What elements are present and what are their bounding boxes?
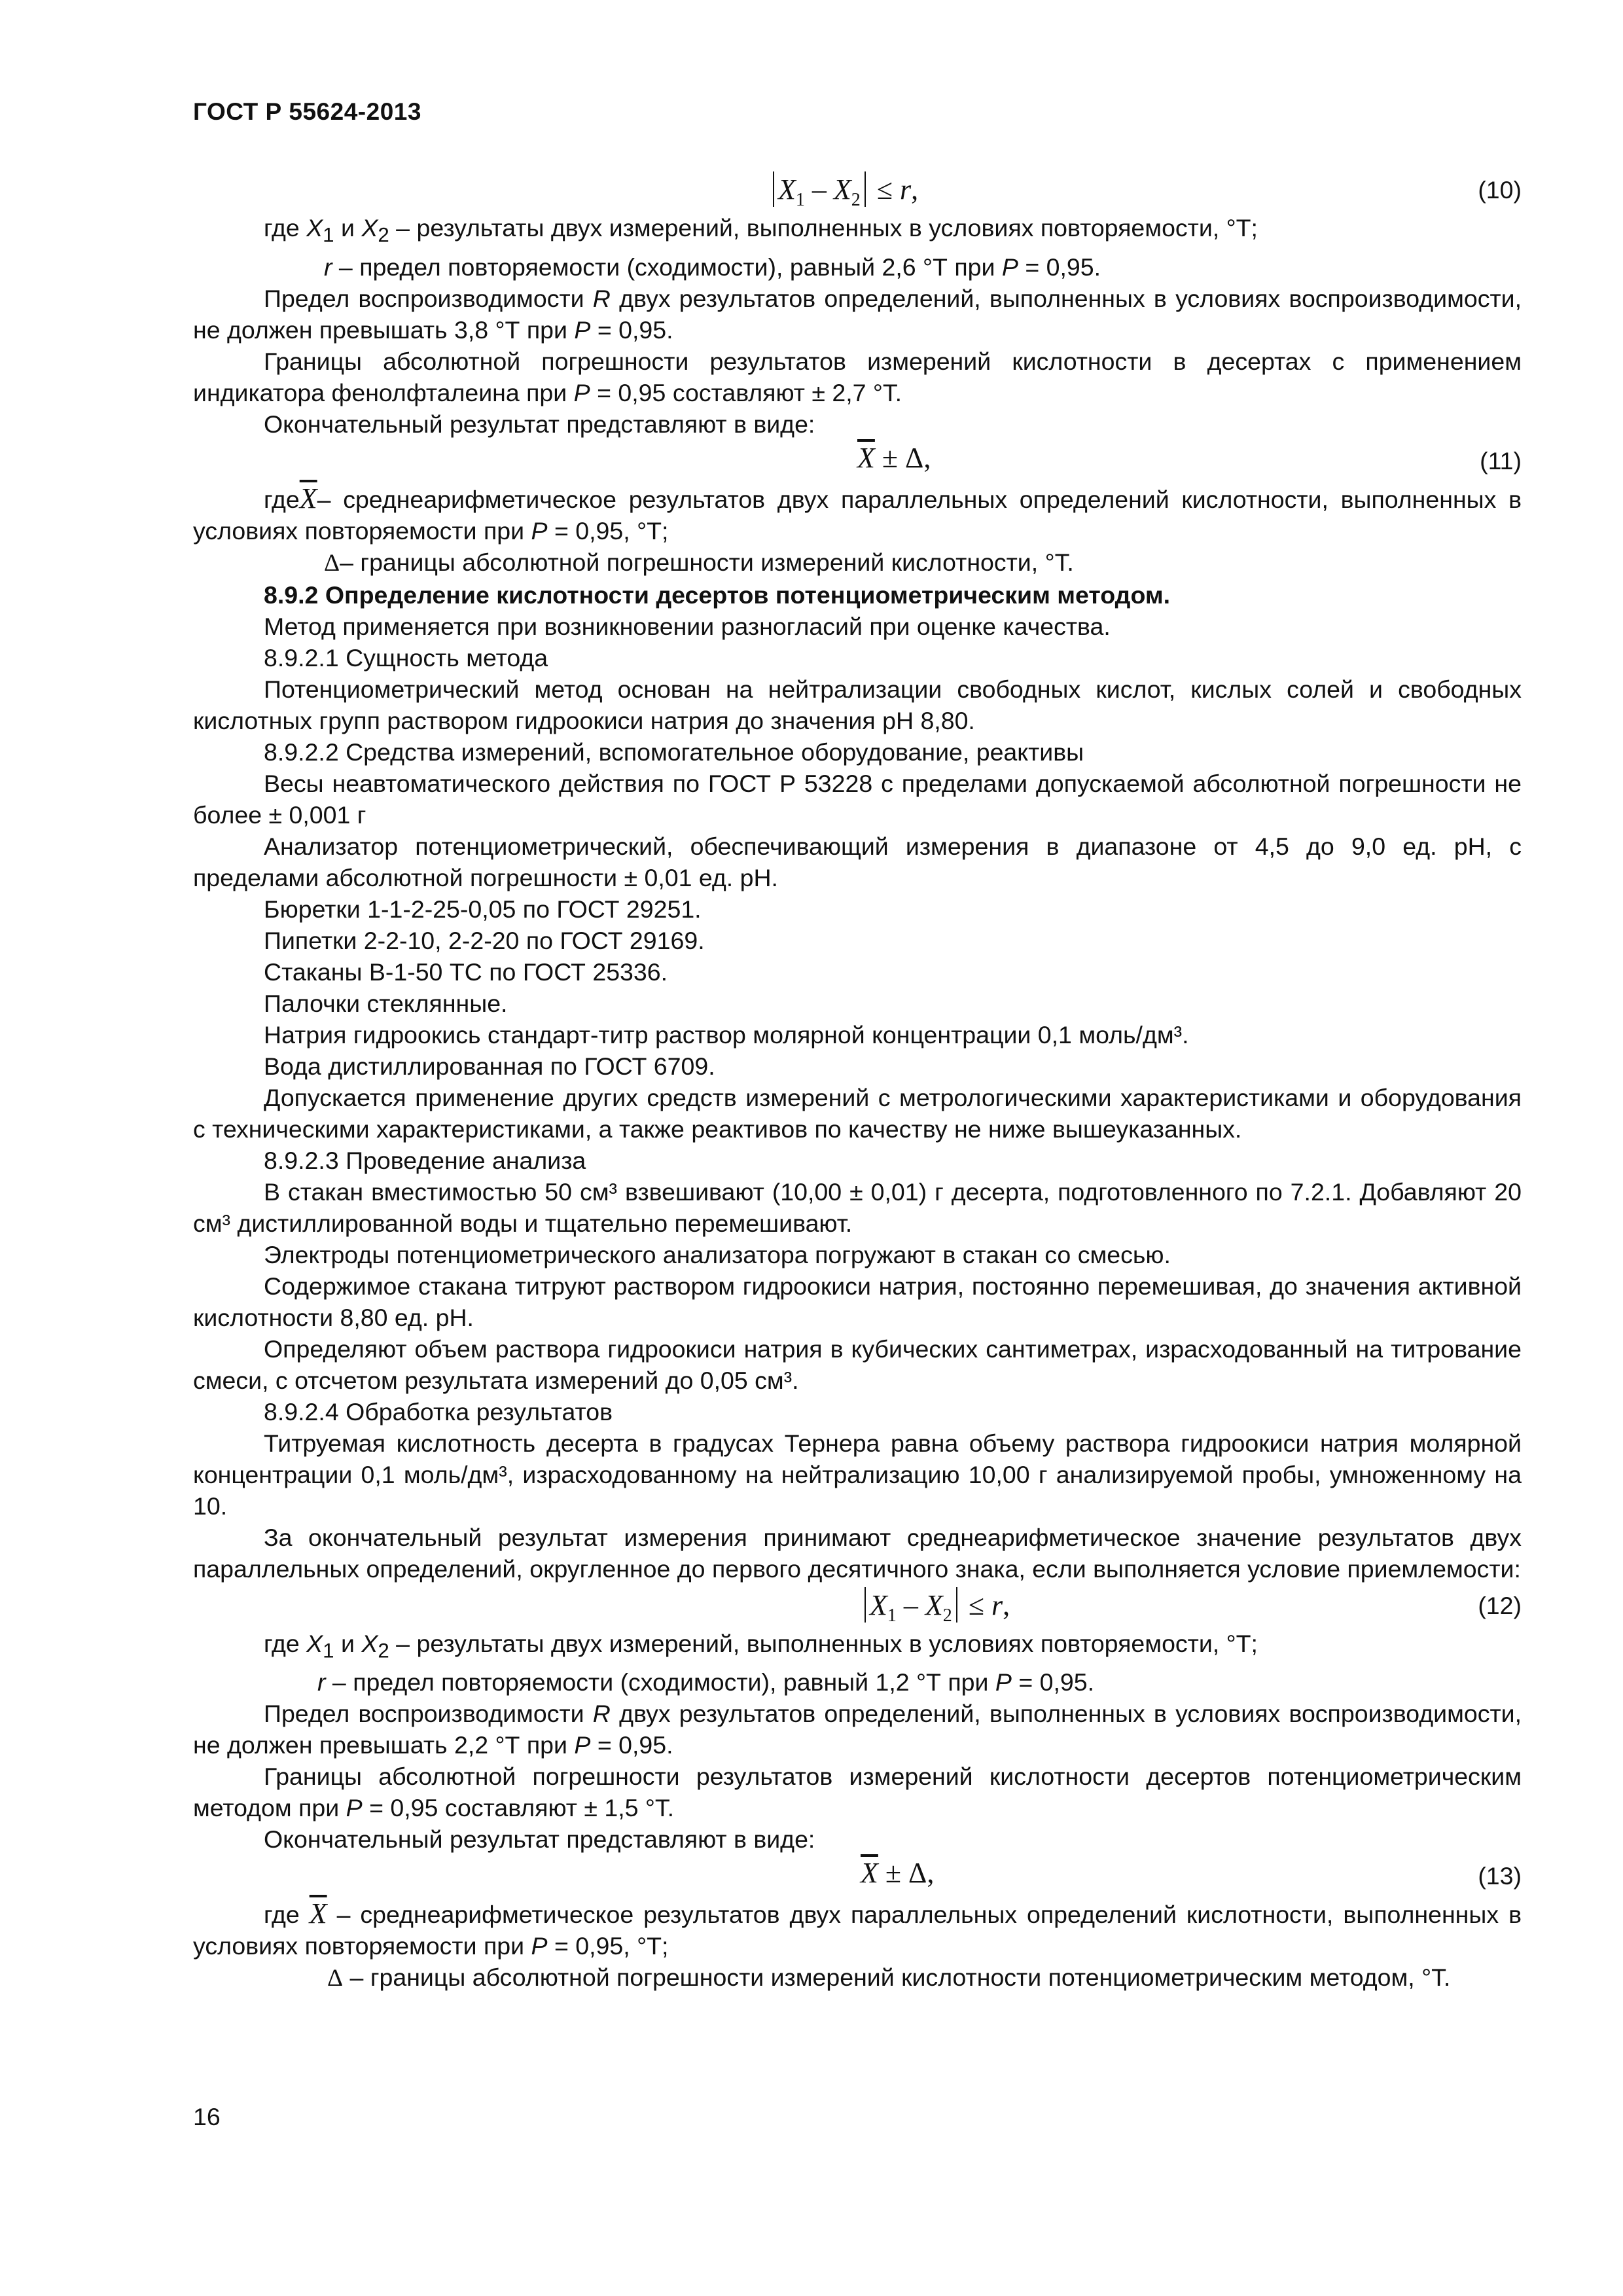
paragraph: Определяют объем раствора гидроокиси натрия в кубических сантиметрах, израсходованный на титрование смеси, с отсчетом результата измерений до 0,05 см³. [193,1335,1522,1394]
subsection-heading: 8.9.2.1 Сущность метода [264,643,548,672]
formula-10-expression: $X_1 - X_2 \le r$, [769,171,918,216]
formula-11-expression: $\overline{X} \pm \Delta$, [857,441,931,474]
text-line: r – предел повторяемости (сходимости), равный 1,2 °Т при P = 0,95. [317,1668,1095,1696]
subsection-heading: 8.9.2.3 Проведение анализа [264,1146,586,1174]
paragraph: Содержимое стакана титруют раствором гидроокиси натрия, постоянно перемешивая, до значения активной кислотности 8,80 ед. pH. [193,1272,1522,1331]
formula-12 [193,1585,1522,1628]
paragraph: Границы абсолютной погрешности результатов измерений кислотности в десертах с применением индикатора фенолфталеина при P = 0,95 составляют ± 2,7 °Т. [193,347,1522,406]
formula-13-expression: $\overline{X} \pm \Delta$, [861,1857,935,1889]
paragraph: Границы абсолютной погрешности результатов измерений кислотности десертов потенциометрическим методом при P = 0,95 составляют ± 1,5 °Т. [193,1763,1522,1821]
formula-13-number: (13) [1478,1862,1522,1890]
subsection-heading: 8.9.2.2 Средства измерений, вспомогательное оборудование, реактивы [264,738,1084,766]
text-line: Метод применяется при возникновении разногласий при оценке качества. [264,612,1111,640]
formula-11 [193,440,1522,483]
list-item: Натрия гидроокись стандарт-титр раствор молярной концентрации 0,1 моль/дм³. [264,1020,1189,1049]
page-number: 16 [193,2103,221,2130]
page-content [193,169,1522,1994]
formula-11-number: (11) [1480,446,1522,475]
paragraph: Δ – границы абсолютной погрешности измерений кислотности потенциометрическим методом, °Т. [327,1964,1451,1992]
text-line: Электроды потенциометрического анализатора погружают в стакан со смесью. [264,1240,1171,1268]
paragraph: В стакан вместимостью 50 см³ взвешивают (10,00 ± 0,01) г десерта, подготовленного по 7.2.1. Добавляют 20 см³ дистиллированной воды и тщательно перемешивают. [193,1177,1522,1237]
formula-13 [193,1855,1522,1898]
text-line: r – предел повторяемости (сходимости), равный 2,6 °Т при P = 0,95. [324,253,1101,281]
text-line: Окончательный результат представляют в виде: [264,1825,815,1853]
paragraph: где $\overline{X}$ – среднеарифметическое результатов двух параллельных определений кислотности, выполненных в условиях повторяемости при P = 0,95, °Т; [193,1897,1522,1960]
standard-header: ГОСТ Р 55624-2013 [193,98,421,125]
list-item: Палочки стеклянные. [264,989,508,1017]
formula-12-expression: $X_1 - X_2 \le r$, [861,1587,1010,1632]
list-item: Бюретки 1-1-2-25-0,05 по ГОСТ 29251. [264,895,702,923]
paragraph: Предел воспроизводимости R двух результатов определений, выполненных в условиях воспроизводимости, не должен превышать 3,8 °Т при P = 0,95. [193,284,1522,344]
paragraph: Анализатор потенциометрический, обеспечивающий измерения в диапазоне от 4,5 до 9,0 ед. pH, с пределами абсолютной погрешности ± 0,01 ед. pH. [193,832,1522,891]
paragraph: Допускается применение других средств измерений с метрологическими характеристиками и оборудования с техническими характеристиками, а также реактивов по качеству не ниже вышеуказанных. [193,1083,1522,1143]
text-line: Окончательный результат представляют в виде: [264,410,815,438]
formula-10-number: (10) [1478,176,1522,204]
paragraph: Потенциометрический метод основан на нейтрализации свободных кислот, кислых солей и свободных кислотных групп раствором гидроокиси натрия до значения pH 8,80. [193,675,1522,734]
formula-10 [193,169,1522,212]
subsection-heading: 8.9.2.4 Обработка результатов [264,1397,613,1426]
paragraph: Предел воспроизводимости R двух результатов определений, выполненных в условиях воспроизводимости, не должен превышать 2,2 °Т при P = 0,95. [193,1700,1522,1759]
list-item: Стаканы В-1-50 ТС по ГОСТ 25336. [264,958,668,986]
section-heading: 8.9.2 Определение кислотности десертов потенциометрическим методом. [264,581,1171,609]
text-line: где $X_1$ и $X_2$ – результаты двух измерений, выполненных в условиях повторяемости, °Т; [264,1629,1258,1662]
text-line: Δ– границы абсолютной погрешности измерений кислотности, °Т. [324,548,1074,577]
paragraph: $где\overline{X}-$ среднеарифметическое результатов двух параллельных определений кислотности, выполненных в условиях повторяемости при P = 0,95, °Т; [193,482,1522,545]
paragraph: Весы неавтоматического действия по ГОСТ Р 53228 с пределами допускаемой абсолютной погрешности не более ± 0,001 г [193,769,1522,829]
text-line: где $X_1$ и $X_2$ – результаты двух измерений, выполненных в условиях повторяемости, °Т; [264,214,1258,247]
list-item: Пипетки 2-2-10, 2-2-20 по ГОСТ 29169. [264,926,705,954]
paragraph: Титруемая кислотность десерта в градусах Тернера равна объему раствора гидроокиси натрия молярной концентрации 0,1 моль/дм³, израсходованному на нейтрализацию 10,00 г анализируемой пробы, умноженному на 10. [193,1429,1522,1520]
list-item: Вода дистиллированная по ГОСТ 6709. [264,1052,715,1080]
paragraph: За окончательный результат измерения принимают среднеарифметическое значение результатов двух параллельных определений, округленное до первого десятичного знака, если выполняется условие приемлемости: [193,1523,1522,1583]
formula-12-number: (12) [1478,1591,1522,1619]
